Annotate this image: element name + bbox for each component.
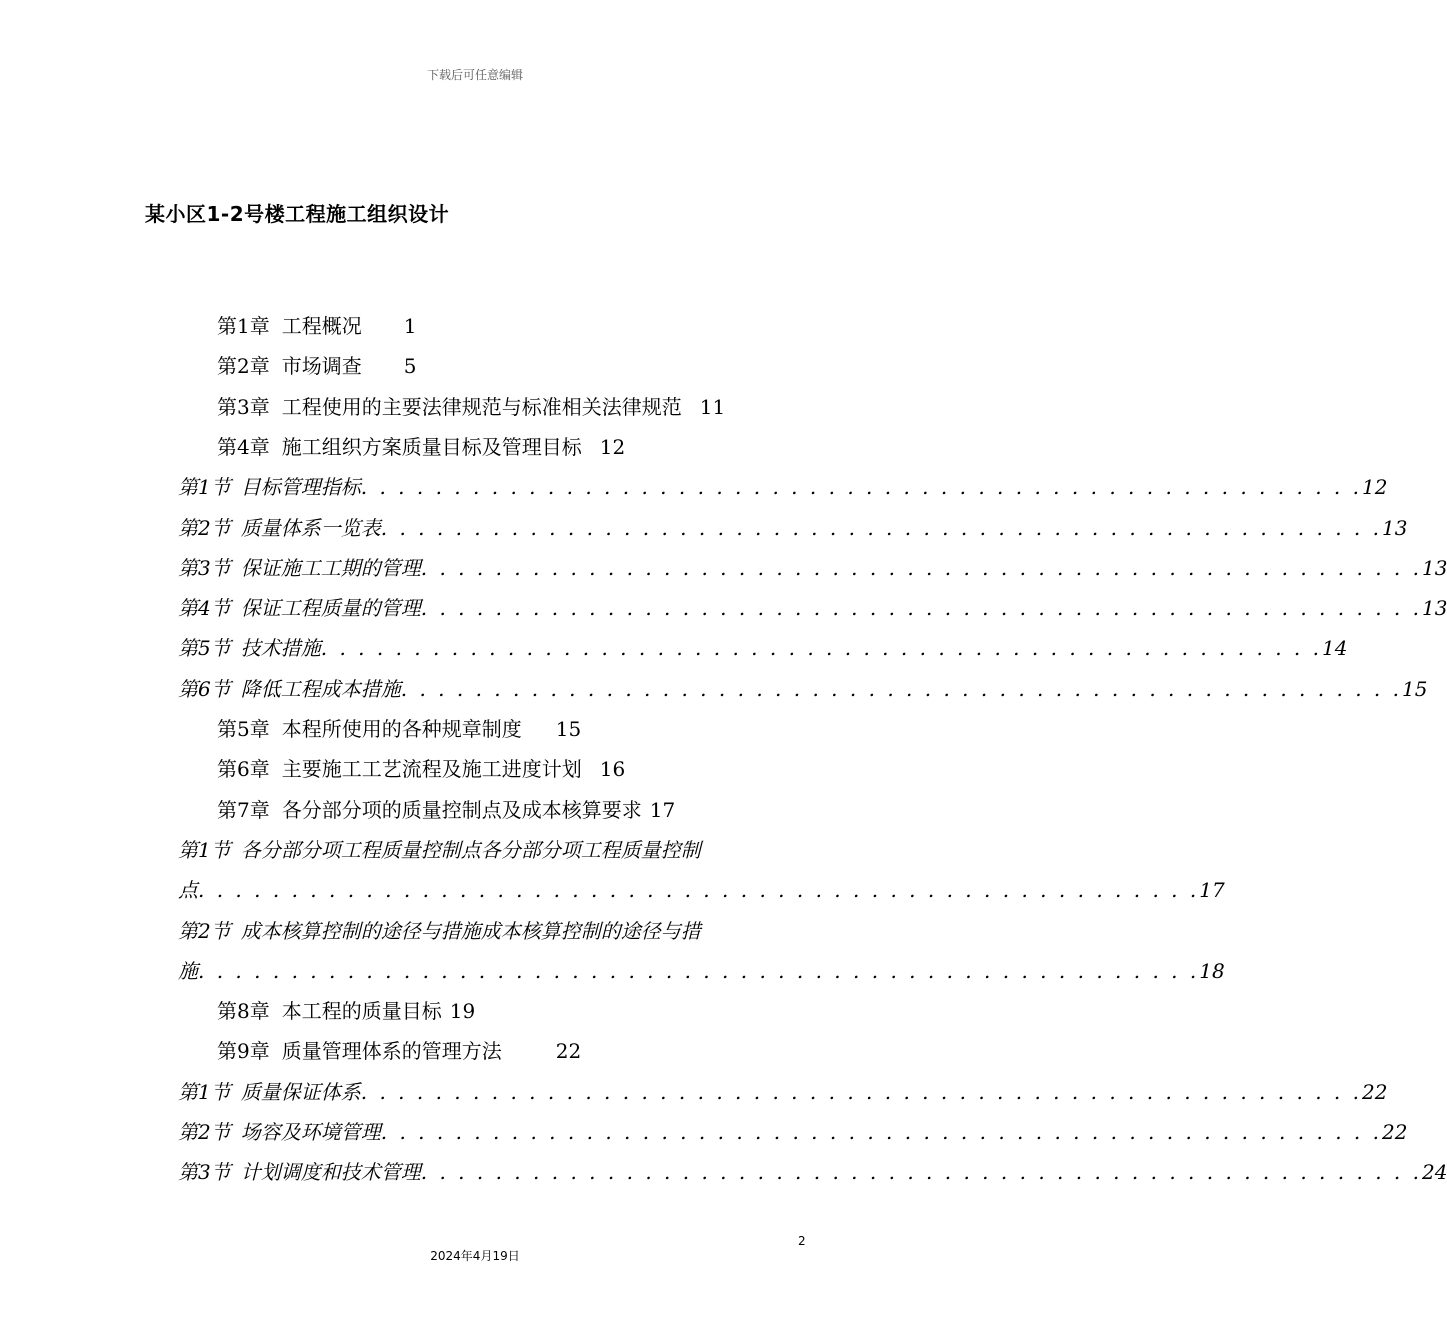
toc-chapter-entry[interactable] (217, 991, 475, 1031)
toc-section-entry[interactable] (178, 1112, 1408, 1152)
toc-section-title: 各分部分项工程质量控制点各分部分项工程质量控制 (240, 837, 701, 862)
toc-chapter-entry[interactable] (217, 427, 625, 467)
toc-section-label (178, 588, 421, 628)
toc-section-entry-continued[interactable] (178, 870, 1225, 910)
toc-section-title: 降低工程成本措施 (240, 676, 401, 701)
toc-section-label (178, 628, 321, 668)
toc-page-number: 15 (555, 717, 582, 741)
toc-page-number: 19 (449, 999, 476, 1024)
toc-dot-leader: . . . . . . . . . . . . . . . . . . . . . . . . . . . . . . . . . . . . . . . . . . . . . . . . . . . . . . (400, 676, 1402, 701)
toc-page-number: 12 (1361, 475, 1388, 500)
toc-page-number: 22 (1361, 1079, 1388, 1104)
header-note: 下载后可任意编辑 (426, 68, 523, 82)
footer-date: 2024年4月19日 (430, 1249, 520, 1263)
toc-chapter-entry[interactable] (217, 387, 725, 427)
toc-page-number: 17 (649, 797, 676, 822)
toc-page-number: 5 (403, 354, 417, 379)
toc-page-number: 17 (1199, 878, 1225, 903)
toc-dot-leader: . . . . . . . . . . . . . . . . . . . . . . . . . . . . . . . . . . . . . . . . . . . . . . . . . . . . . . (420, 555, 1422, 580)
toc-page-number: 22 (1381, 1120, 1408, 1144)
toc-section-title: 成本核算控制的途径与措施成本核算控制的途径与措 (240, 918, 701, 943)
toc-page-number: 22 (555, 1039, 582, 1064)
toc-section-title: 目标管理指标 (240, 475, 361, 500)
toc-dot-leader: . . . . . . . . . . . . . . . . . . . . . . . . . . . . . . . . . . . . . . . . . . . . . . . . . . . . . . (420, 596, 1422, 621)
toc-section-number: 第2节 (178, 1120, 231, 1144)
toc-section-label (178, 1112, 381, 1152)
toc-section-entry[interactable] (178, 911, 808, 951)
toc-section-number: 第1节 (178, 837, 231, 862)
toc-dot-leader: . . . . . . . . . . . . . . . . . . . . . . . . . . . . . . . . . . . . . . . . . . . . . . . . . . . . . . (360, 1079, 1362, 1104)
toc-chapter-title: 质量管理体系的管理方法 (281, 1039, 502, 1064)
toc-section-entry[interactable] (178, 467, 1388, 507)
toc-chapter-entry[interactable] (217, 1031, 581, 1071)
toc-section-title: 场容及环境管理 (240, 1120, 381, 1144)
toc-chapter-title: 本程所使用的各种规章制度 (281, 717, 522, 741)
toc-section-title: 计划调度和技术管理 (240, 1160, 421, 1185)
toc-page-number: 15 (1401, 676, 1428, 701)
toc-section-number: 第3节 (178, 1160, 231, 1185)
toc-section-number: 第6节 (178, 676, 231, 701)
toc-dot-leader: . . . . . . . . . . . . . . . . . . . . . . . . . . . . . . . . . . . . . . . . . . . . . . . . . . . . . . (320, 636, 1322, 661)
toc-chapter-entry[interactable] (217, 749, 625, 789)
toc-page-number: 11 (699, 394, 726, 419)
toc-section-title: 保证工程质量的管理 (240, 596, 421, 621)
toc-page-number: 16 (599, 757, 626, 782)
toc-dot-leader: . . . . . . . . . . . . . . . . . . . . . . . . . . . . . . . . . . . . . . . . . . . . . . . . . . . . . . (380, 1120, 1382, 1144)
toc-section-title: 保证施工工期的管理 (240, 555, 421, 580)
toc-chapter-number: 第6章 (217, 757, 270, 782)
document-title: 某小区1-2号楼工程施工组织设计 (145, 202, 450, 226)
toc-chapter-title: 市场调查 (281, 354, 362, 379)
toc-dot-leader: . . . . . . . . . . . . . . . . . . . . . . . . . . . . . . . . . . . . . . . . . . . . . . . . . . . . . . (360, 475, 1362, 500)
toc-section-entry[interactable] (178, 508, 1408, 548)
toc-section-title: 质量保证体系 (240, 1079, 361, 1104)
toc-section-label (178, 548, 421, 588)
toc-page-number: 12 (599, 434, 626, 459)
toc-section-number: 第2节 (178, 515, 231, 540)
page-number: 2 (798, 1234, 806, 1248)
toc-page-number: 13 (1421, 596, 1447, 621)
toc-chapter-title: 各分部分项的质量控制点及成本核算要求 (281, 797, 642, 822)
toc-section-number: 第4节 (178, 596, 231, 621)
toc-chapter-title: 本工程的质量目标 (281, 999, 442, 1024)
toc-page-number: 14 (1321, 636, 1348, 661)
toc-chapter-number: 第7章 (217, 797, 270, 822)
toc-chapter-number: 第8章 (217, 999, 270, 1024)
toc-section-entry[interactable] (178, 669, 1428, 709)
toc-section-entry[interactable] (178, 830, 808, 870)
toc-page-number: 1 (403, 314, 417, 338)
toc-chapter-title: 主要施工工艺流程及施工进度计划 (281, 757, 582, 782)
toc-section-title-continued: 点 (178, 878, 198, 903)
toc-page-number: 24 (1421, 1160, 1447, 1185)
toc-section-entry[interactable] (178, 1152, 1447, 1192)
toc-section-entry[interactable] (178, 548, 1447, 588)
toc-section-label (178, 669, 401, 709)
toc-chapter-entry[interactable] (217, 790, 675, 830)
toc-chapter-number: 第9章 (217, 1039, 270, 1064)
toc-section-number: 第1节 (178, 1079, 231, 1104)
toc-section-entry[interactable] (178, 1072, 1388, 1112)
toc-page-number: 18 (1199, 958, 1225, 983)
toc-chapter-title: 工程使用的主要法律规范与标准相关法律规范 (281, 394, 682, 419)
toc-chapter-number: 第5章 (217, 717, 270, 741)
toc-dot-leader: . . . . . . . . . . . . . . . . . . . . . . . . . . . . . . . . . . . . . . . . . . . . . . . . . . . . . . (420, 1160, 1422, 1185)
toc-dot-leader: . . . . . . . . . . . . . . . . . . . . . . . . . . . . . . . . . . . . . . . . . . . . . . . . . . . . . . (198, 878, 1200, 903)
toc-section-title-continued: 施 (178, 958, 198, 983)
toc-dot-leader: . . . . . . . . . . . . . . . . . . . . . . . . . . . . . . . . . . . . . . . . . . . . . . . . . . . . . . (380, 515, 1382, 540)
toc-chapter-entry[interactable] (217, 346, 416, 386)
toc-section-label (178, 508, 381, 548)
toc-section-entry-continued[interactable] (178, 951, 1225, 991)
toc-section-label (178, 1072, 361, 1112)
toc-section-number: 第2节 (178, 918, 231, 943)
toc-chapter-title: 工程概况 (281, 314, 362, 338)
toc-chapter-title: 施工组织方案质量目标及管理目标 (281, 434, 582, 459)
toc-section-label (178, 467, 361, 507)
toc-section-number: 第3节 (178, 555, 231, 580)
toc-chapter-entry[interactable] (217, 709, 581, 749)
toc-dot-leader: . . . . . . . . . . . . . . . . . . . . . . . . . . . . . . . . . . . . . . . . . . . . . . . . . . . . . . (198, 958, 1200, 983)
toc-chapter-number: 第4章 (217, 434, 270, 459)
toc-chapter-number: 第1章 (217, 314, 270, 338)
toc-section-entry[interactable] (178, 628, 1348, 668)
toc-section-number: 第1节 (178, 475, 231, 500)
toc-page-number: 13 (1421, 555, 1447, 580)
toc-section-entry[interactable] (178, 588, 1447, 628)
toc-section-number: 第5节 (178, 636, 231, 661)
toc-section-title: 质量体系一览表 (240, 515, 381, 540)
toc-chapter-number: 第2章 (217, 354, 270, 379)
toc-section-title: 技术措施 (240, 636, 321, 661)
toc-chapter-entry[interactable] (217, 306, 416, 346)
toc-section-label (178, 1152, 421, 1192)
toc-page-number: 13 (1381, 515, 1408, 540)
toc-chapter-number: 第3章 (217, 394, 270, 419)
